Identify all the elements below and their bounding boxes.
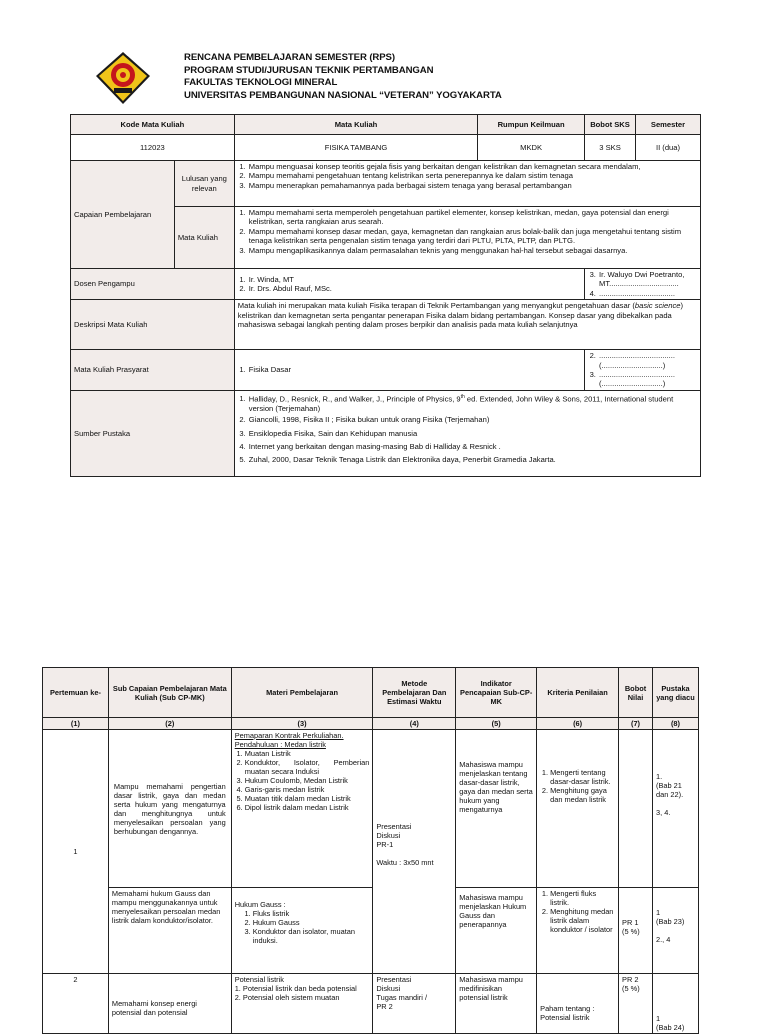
cp-lulusan-label: Lulusan yang relevan — [174, 161, 234, 207]
sub-cp-text: Memahami konsep energi potensial dan potensial — [108, 974, 231, 1034]
col-mk-header: Mata Kuliah — [234, 115, 477, 135]
list-item: 1. Potensial listrik dan beda potensial — [234, 984, 357, 993]
list-item: 1. Fisika Dasar — [248, 365, 581, 374]
header-line-rps: RENCANA PEMBELAJARAN SEMESTER (RPS) — [184, 52, 395, 63]
bobot-cell — [619, 888, 653, 974]
list-item: 3. Ensiklopedia Fisika, Sain dan Kehidupan manusia — [248, 429, 697, 438]
list-item: 3. .................................... (.............................) — [598, 370, 697, 389]
list-item: 1. Fluks listrik — [253, 909, 370, 918]
list-item: 3. Konduktor dan isolator, muatan induksi. — [253, 927, 370, 945]
cp-mk-label: Mata Kuliah — [174, 207, 234, 269]
metode-line: PR 2 — [376, 1002, 393, 1011]
list-item: 3. Hukum Coulomb, Medan Listrik — [245, 776, 370, 785]
header-title — [184, 52, 502, 102]
list-item: 3. Mampu mengaplikasikannya dalam permasalahan teknis yang menggunakan hal-hal tersebut sebagai dasarnya. — [248, 246, 697, 255]
prasyarat-right — [585, 350, 701, 391]
cp-label: Capaian Pembelajaran — [71, 161, 175, 269]
list-item: 2. .................................... (.............................) — [598, 351, 697, 370]
meeting-number: 2 — [43, 974, 109, 1034]
dosen-label: Dosen Pengampu — [71, 269, 235, 300]
weekly-plan-table — [42, 667, 699, 1034]
list-item: 1. Halliday, D., Resnick, R., and Walker, J., Principle of Physics, 9th ed. Extended, John Wiley & Sons, 2011, International student version (Terjemahan) — [248, 393, 697, 413]
table-row — [43, 730, 699, 888]
sub-cp-text: Mampu memahami pengertian dasar listrik, gaya dan medan serta hukum yang mengaturnya dan menghitungnya untuk menyelesaikan persoalan yang berhubungan dengannya. — [108, 730, 231, 888]
kriteria-cell — [537, 974, 619, 1034]
list-item: 2. Konduktor, Isolator, Pemberian muatan secara Induksi — [245, 758, 370, 776]
prasyarat-left — [234, 350, 584, 391]
list-item: 1. Muatan Listrik — [245, 749, 370, 758]
col-bobot-header: Bobot Nilai — [619, 668, 653, 718]
list-item: 2. Mampu memahami konsep dasar medan, gaya, kemagnetan dan rangkaian arus bolak-balik dan juga mengetahui tentang sistim tenaga kelistrikan serta pengenalan sistim tenaga yang terdiri dari PLTU, PLTA, PLTP, dan PLTG. — [248, 227, 697, 246]
meeting-number: 1 — [43, 730, 109, 974]
indikator-text: Mahasiswa mampu menjelaskan tentang dasar-dasar listrik, gaya dan medan serta hukum yang mengaturnya — [456, 730, 537, 888]
table-row — [43, 974, 699, 1034]
list-item: 1. Mengerti tentang dasar-dasar listrik. — [550, 768, 615, 786]
list-item: 1. Mengerti fluks listrik. — [550, 889, 615, 907]
kriteria-line: Potensial listrik — [540, 1013, 590, 1022]
col-bobot-header: Bobot SKS — [585, 115, 636, 135]
col-subcp-header: Sub Capaian Pembelajaran Mata Kuliah (Sub CP-MK) — [108, 668, 231, 718]
info-value-row — [71, 135, 701, 161]
kriteria-cell — [537, 888, 619, 974]
metode-cell — [373, 974, 456, 1034]
header-line-faculty: FAKULTAS TEKNOLOGI MINERAL — [184, 77, 338, 88]
deskripsi-text: Mata kuliah ini merupakan mata kuliah Fisika terapan di Teknik Pertambangan yang menyangkut pengetahuan dasar (basic science) kelistrikan dan kemagnetan serta pengantar penerapan Fisika dalam bidang pertambangan. Konsep dasar yang dibekalkan pada mahasiswa sebagai langkah penting dalam proses berpikir dan analisis pada mata kuliah selanjutnya — [234, 300, 700, 350]
col-semester-header: Semester — [636, 115, 701, 135]
bobot-cell — [619, 974, 653, 1034]
plan-number-row — [43, 718, 699, 730]
list-item: 5. Muatan titik dalam medan Listrik — [245, 794, 370, 803]
list-item: 2. Menghitung medan listrik dalam konduktor / isolator — [550, 907, 615, 934]
list-item: 2. Hukum Gauss — [253, 918, 370, 927]
bobot-line: (5 %) — [622, 927, 640, 936]
materi-title: Potensial listrik — [234, 975, 284, 984]
col-rumpun-header: Rumpun Keilmuan — [478, 115, 585, 135]
col-pustaka-header: Pustaka yang diacu — [653, 668, 699, 718]
list-item: 4. Internet yang berkaitan dengan masing-masing Bab di Halliday & Resnick . — [248, 442, 697, 451]
cp-lulusan-list — [234, 161, 700, 207]
materi-subtitle: Pendahuluan : Medan listrik — [234, 740, 326, 749]
col-kriteria-header: Kriteria Penilaian — [537, 668, 619, 718]
metode-line: PR-1 — [376, 840, 394, 849]
indikator-text: Mahasiswa mampu menjelaskan Hukum Gauss dan penerapannya — [456, 888, 537, 974]
plan-header-row — [43, 668, 699, 718]
metode-line: Presentasi — [376, 822, 412, 831]
list-item: 1. Ir. Winda, MT — [248, 275, 581, 284]
list-item: 2. Potensial oleh sistem muatan — [234, 993, 340, 1002]
pustaka-line: (Bab 21 dan 22). — [656, 781, 684, 799]
bobot-line: (5 %) — [622, 984, 640, 993]
list-item: 2. Giancolli, 1998, Fisika II ; Fisika bukan untuk orang Fisika (Terjemahan) — [248, 415, 697, 424]
course-cluster: MKDK — [478, 135, 585, 161]
col-number: (8) — [653, 718, 699, 730]
materi-title: Pemaparan Kontrak Perkuliahan. — [234, 731, 344, 740]
header-line-university: UNIVERSITAS PEMBANGUNAN NASIONAL “VETERAN” YOGYAKARTA — [184, 89, 502, 101]
list-item: 1. Mampu memahami serta memperoleh pengetahuan partikel elementer, konsep kelistrikan, medan, gaya potensial dan energi kelistrikan, serta rangkaian arus searah. — [248, 208, 697, 227]
materi-cell — [231, 888, 373, 974]
list-item: 6. Dipol listrik dalam medan Listrik — [245, 803, 370, 812]
course-semester: II (dua) — [636, 135, 701, 161]
list-item: 3. Mampu menerapkan pemahamannya pada berbagai sistem tenaga yang berasal pertambangan — [248, 181, 697, 190]
col-indikator-header: Indikator Pencapaian Sub-CP-MK — [456, 668, 537, 718]
bobot-cell — [619, 730, 653, 888]
pustaka-line: (Bab 24) — [656, 1023, 685, 1032]
list-item: 5. Zuhal, 2000, Dasar Teknik Tenaga Listrik dan Elektronika daya, Penerbit Gramedia Jakarta. — [248, 455, 697, 464]
metode-line: Waktu : 3x50 mnt — [376, 858, 434, 867]
course-info-table — [70, 114, 701, 477]
dosen-list-right — [585, 269, 701, 300]
col-number: (7) — [619, 718, 653, 730]
deskripsi-label: Deskripsi Mata Kuliah — [71, 300, 235, 350]
col-pertemuan-header: Pertemuan ke- — [43, 668, 109, 718]
kriteria-cell — [537, 730, 619, 888]
kriteria-line: Paham tentang : — [540, 1004, 595, 1013]
list-item: 2. Mampu memahami pengetahuan tentang kelistrikan serta penerepannya ke dalam sistim tenaga — [248, 171, 697, 180]
sub-cp-text: Memahami hukum Gauss dan mampu menggunakannya untuk menyelesaikan persoalan medan listrik dalam konduktor/isolator. — [108, 888, 231, 974]
pustaka-line: 1 — [656, 1014, 661, 1023]
indikator-text: Mahasiswa mampu medifinisikan potensial listrik — [456, 974, 537, 1034]
materi-cell — [231, 974, 373, 1034]
materi-cell — [231, 730, 373, 888]
list-item: 1. Mampu menguasai konsep teoritis gejala fisis yang berkaitan dengan kelistrikan dan kemagnetan secara mendalam, — [248, 162, 697, 171]
metode-line: Presentasi — [376, 975, 412, 984]
col-number: (1) — [43, 718, 109, 730]
pustaka-line: 1 — [656, 908, 661, 917]
pustaka-label: Sumber Pustaka — [71, 390, 235, 476]
metode-line: Diskusi — [376, 984, 401, 993]
col-number: (4) — [373, 718, 456, 730]
bobot-line: PR 1 — [622, 918, 639, 927]
university-logo — [92, 50, 154, 106]
metode-cell — [373, 730, 456, 974]
col-number: (5) — [456, 718, 537, 730]
pustaka-line: 2., 4 — [656, 935, 671, 944]
pustaka-cell — [653, 974, 699, 1034]
course-credits: 3 SKS — [585, 135, 636, 161]
list-item: 4. Garis-garis medan listrik — [245, 785, 370, 794]
header-line-program: PROGRAM STUDI/JURUSAN TEKNIK PERTAMBANGAN — [184, 64, 434, 76]
course-code: 112023 — [71, 135, 235, 161]
course-name: FISIKA TAMBANG — [234, 135, 477, 161]
pustaka-line: 3, 4. — [656, 808, 671, 817]
col-metode-header: Metode Pembelajaran Dan Estimasi Waktu — [373, 668, 456, 718]
pustaka-line: 1. — [656, 772, 663, 781]
document-header — [92, 50, 712, 106]
bobot-line: PR 2 — [622, 975, 639, 984]
metode-line: Diskusi — [376, 831, 401, 840]
col-number: (3) — [231, 718, 373, 730]
list-item: 3. Ir. Waluyo Dwi Poetranto, MT................................. — [598, 270, 697, 289]
info-header-row — [71, 115, 701, 135]
prasyarat-label: Mata Kuliah Prasyarat — [71, 350, 235, 391]
pustaka-cell — [653, 730, 699, 888]
table-row — [43, 888, 699, 974]
pustaka-line: (Bab 23) — [656, 917, 685, 926]
dosen-list-left — [234, 269, 584, 300]
pustaka-cell — [653, 888, 699, 974]
col-number: (2) — [108, 718, 231, 730]
list-item: 4. .................................... — [598, 289, 697, 298]
pustaka-list — [234, 390, 700, 476]
metode-line: Tugas mandiri / — [376, 993, 428, 1002]
materi-title: Hukum Gauss : — [234, 900, 286, 909]
col-materi-header: Materi Pembelajaran — [231, 668, 373, 718]
list-item: 2. Menghitung gaya dan medan listrik — [550, 786, 615, 804]
col-kode-header: Kode Mata Kuliah — [71, 115, 235, 135]
cp-mk-list — [234, 207, 700, 269]
col-number: (6) — [537, 718, 619, 730]
list-item: 2. Ir. Drs. Abdul Rauf, MSc. — [248, 284, 581, 293]
